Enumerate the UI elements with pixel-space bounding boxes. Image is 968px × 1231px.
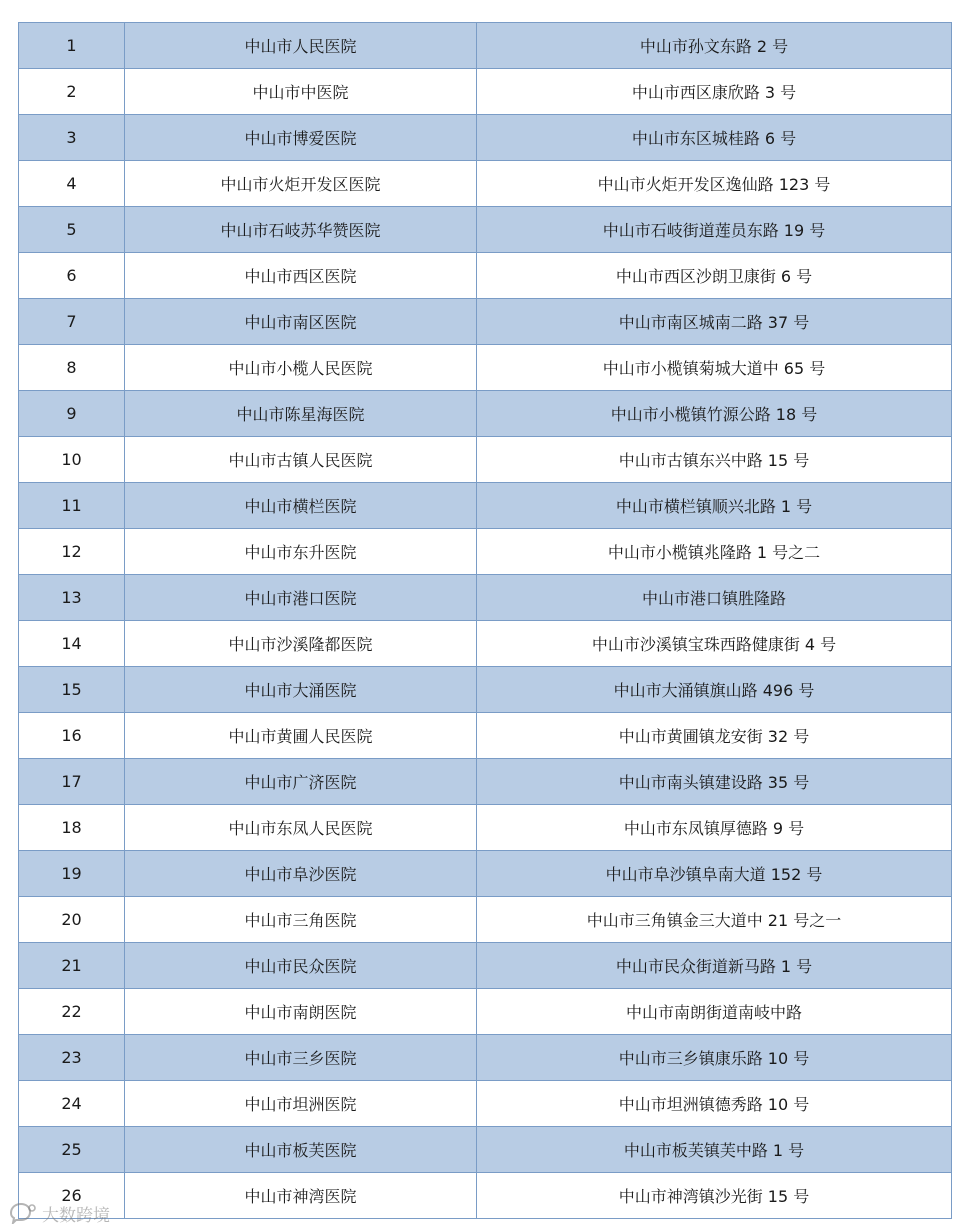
row-number-cell: 22 [19, 989, 125, 1035]
table-row [19, 989, 952, 1035]
hospital-name-cell: 中山市港口医院 [125, 575, 477, 621]
hospital-name-cell: 中山市小榄人民医院 [125, 345, 477, 391]
row-number-cell: 24 [19, 1081, 125, 1127]
hospital-address-cell: 中山市孙文东路 2 号 [477, 23, 952, 69]
hospital-address-cell: 中山市三角镇金三大道中 21 号之一 [477, 897, 952, 943]
row-number-cell: 21 [19, 943, 125, 989]
hospital-name-cell: 中山市神湾医院 [125, 1173, 477, 1219]
chat-bubble-logo-icon [8, 1202, 38, 1224]
hospital-address-cell: 中山市东凤镇厚德路 9 号 [477, 805, 952, 851]
table-row [19, 1081, 952, 1127]
hospital-name-cell: 中山市东升医院 [125, 529, 477, 575]
hospital-address-cell: 中山市神湾镇沙光街 15 号 [477, 1173, 952, 1219]
hospital-name-cell: 中山市人民医院 [125, 23, 477, 69]
hospital-name-cell: 中山市东凤人民医院 [125, 805, 477, 851]
hospital-address-cell: 中山市火炬开发区逸仙路 123 号 [477, 161, 952, 207]
hospital-name-cell: 中山市板芙医院 [125, 1127, 477, 1173]
table-row [19, 115, 952, 161]
row-number-cell: 26 [19, 1173, 125, 1219]
hospital-address-cell: 中山市西区沙朗卫康街 6 号 [477, 253, 952, 299]
hospital-name-cell: 中山市坦洲医院 [125, 1081, 477, 1127]
table-row [19, 943, 952, 989]
row-number-cell: 9 [19, 391, 125, 437]
watermark [8, 1200, 110, 1226]
table-row [19, 23, 952, 69]
hospital-name-cell: 中山市大涌医院 [125, 667, 477, 713]
table-row [19, 897, 952, 943]
row-number-cell: 18 [19, 805, 125, 851]
hospital-name-cell: 中山市阜沙医院 [125, 851, 477, 897]
row-number-cell: 16 [19, 713, 125, 759]
hospital-table-body [19, 23, 952, 1219]
hospital-name-cell: 中山市民众医院 [125, 943, 477, 989]
table-row [19, 1127, 952, 1173]
row-number-cell: 13 [19, 575, 125, 621]
table-row [19, 161, 952, 207]
hospital-name-cell: 中山市南区医院 [125, 299, 477, 345]
hospital-address-cell: 中山市小榄镇竹源公路 18 号 [477, 391, 952, 437]
hospital-name-cell: 中山市三角医院 [125, 897, 477, 943]
row-number-cell: 4 [19, 161, 125, 207]
row-number-cell: 12 [19, 529, 125, 575]
hospital-address-cell: 中山市古镇东兴中路 15 号 [477, 437, 952, 483]
hospital-address-cell: 中山市南头镇建设路 35 号 [477, 759, 952, 805]
row-number-cell: 8 [19, 345, 125, 391]
hospital-name-cell: 中山市石岐苏华赞医院 [125, 207, 477, 253]
row-number-cell: 3 [19, 115, 125, 161]
hospital-address-cell: 中山市港口镇胜隆路 [477, 575, 952, 621]
hospital-address-cell: 中山市民众街道新马路 1 号 [477, 943, 952, 989]
hospital-name-cell: 中山市横栏医院 [125, 483, 477, 529]
row-number-cell: 25 [19, 1127, 125, 1173]
table-row [19, 345, 952, 391]
hospital-address-cell: 中山市石岐街道莲员东路 19 号 [477, 207, 952, 253]
row-number-cell: 23 [19, 1035, 125, 1081]
row-number-cell: 15 [19, 667, 125, 713]
table-row [19, 1173, 952, 1219]
hospital-name-cell: 中山市古镇人民医院 [125, 437, 477, 483]
hospital-address-cell: 中山市阜沙镇阜南大道 152 号 [477, 851, 952, 897]
hospital-name-cell: 中山市沙溪隆都医院 [125, 621, 477, 667]
hospital-address-cell: 中山市黄圃镇龙安街 32 号 [477, 713, 952, 759]
table-row [19, 207, 952, 253]
table-row [19, 69, 952, 115]
table-row [19, 851, 952, 897]
hospital-name-cell: 中山市陈星海医院 [125, 391, 477, 437]
hospital-table [18, 22, 952, 1219]
row-number-cell: 5 [19, 207, 125, 253]
table-row [19, 1035, 952, 1081]
table-row [19, 529, 952, 575]
hospital-name-cell: 中山市博爱医院 [125, 115, 477, 161]
table-row [19, 483, 952, 529]
hospital-address-cell: 中山市小榄镇菊城大道中 65 号 [477, 345, 952, 391]
table-row [19, 713, 952, 759]
row-number-cell: 11 [19, 483, 125, 529]
table-row [19, 759, 952, 805]
row-number-cell: 14 [19, 621, 125, 667]
hospital-address-cell: 中山市板芙镇芙中路 1 号 [477, 1127, 952, 1173]
hospital-name-cell: 中山市黄圃人民医院 [125, 713, 477, 759]
hospital-address-cell: 中山市东区城桂路 6 号 [477, 115, 952, 161]
table-row [19, 621, 952, 667]
table-row [19, 805, 952, 851]
hospital-name-cell: 中山市火炬开发区医院 [125, 161, 477, 207]
hospital-address-cell: 中山市小榄镇兆隆路 1 号之二 [477, 529, 952, 575]
table-row [19, 299, 952, 345]
hospital-address-cell: 中山市沙溪镇宝珠西路健康街 4 号 [477, 621, 952, 667]
table-row [19, 391, 952, 437]
table-row [19, 575, 952, 621]
table-row [19, 437, 952, 483]
hospital-address-cell: 中山市三乡镇康乐路 10 号 [477, 1035, 952, 1081]
hospital-name-cell: 中山市西区医院 [125, 253, 477, 299]
hospital-name-cell: 中山市三乡医院 [125, 1035, 477, 1081]
table-row [19, 253, 952, 299]
hospital-address-cell: 中山市南朗街道南岐中路 [477, 989, 952, 1035]
hospital-address-cell: 中山市南区城南二路 37 号 [477, 299, 952, 345]
hospital-name-cell: 中山市南朗医院 [125, 989, 477, 1035]
hospital-address-cell: 中山市横栏镇顺兴北路 1 号 [477, 483, 952, 529]
row-number-cell: 20 [19, 897, 125, 943]
row-number-cell: 10 [19, 437, 125, 483]
hospital-name-cell: 中山市中医院 [125, 69, 477, 115]
row-number-cell: 7 [19, 299, 125, 345]
row-number-cell: 2 [19, 69, 125, 115]
row-number-cell: 19 [19, 851, 125, 897]
hospital-address-cell: 中山市大涌镇旗山路 496 号 [477, 667, 952, 713]
table-row [19, 667, 952, 713]
row-number-cell: 1 [19, 23, 125, 69]
row-number-cell: 6 [19, 253, 125, 299]
hospital-name-cell: 中山市广济医院 [125, 759, 477, 805]
row-number-cell: 17 [19, 759, 125, 805]
watermark-text: 大数跨境 [42, 1205, 110, 1226]
hospital-address-cell: 中山市坦洲镇德秀路 10 号 [477, 1081, 952, 1127]
hospital-address-cell: 中山市西区康欣路 3 号 [477, 69, 952, 115]
